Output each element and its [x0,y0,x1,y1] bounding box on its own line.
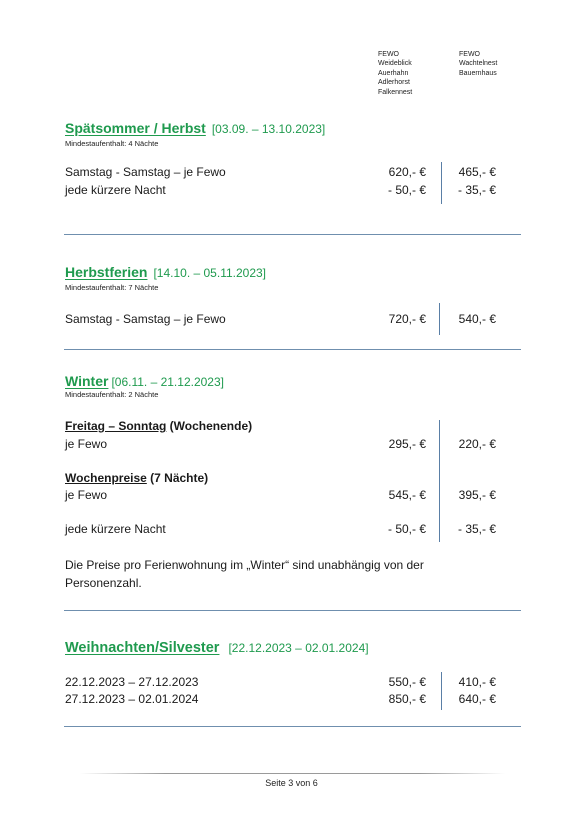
subheading-weekly-underlined: Wochenpreise [65,471,147,485]
subheading-weekly-rest: (7 Nächte) [146,471,209,485]
column-header-weideblick: FEWO Weideblick Auerhahn Adlerhorst Falkennest [378,51,413,96]
price-col2: 410,- € [458,675,496,689]
section-date-range: [03.09. – 13.10.2023] [211,122,326,136]
price-row-label: jede kürzere Nacht [65,522,166,536]
section-title: Spätsommer / Herbst [65,120,206,136]
section-herbstferien-heading [65,264,266,282]
column-divider [439,420,440,542]
section-date-range: [06.11. – 21.12.2023] [111,375,224,389]
price-row-label: je Fewo [65,437,108,451]
price-col1: 850,- € [388,692,426,706]
footer-rule [80,773,505,774]
section-date-range: [22.12.2023 – 02.01.2024] [228,641,369,655]
price-col2: - 35,- € [457,183,496,197]
section-weihnachten-heading [65,639,369,657]
section-title: Weihnachten/Silvester [65,640,220,656]
price-row-label: jede kürzere Nacht [65,183,166,197]
price-col1: 620,- € [388,165,426,179]
column-divider [441,162,442,204]
price-col1: 720,- € [388,312,426,326]
price-col2: 220,- € [458,437,496,451]
column-divider [439,303,440,335]
winter-note: Die Preise pro Ferienwohnung im „Winter“ sind unabhängig von der Personenzahl. [65,558,424,590]
subheading-weekend-rest: (Wochenende) [166,419,253,433]
price-col2: 540,- € [458,312,496,326]
price-col2: 395,- € [458,488,496,502]
section-divider [64,234,521,235]
price-col1: 545,- € [388,488,426,502]
price-col1: 550,- € [388,675,426,689]
min-stay: Mindestaufenthalt: 4 Nächte [65,139,159,148]
price-col2: 640,- € [458,692,496,706]
price-row-label: Samstag - Samstag – je Fewo [65,312,226,326]
section-divider [64,610,521,611]
min-stay: Mindestaufenthalt: 7 Nächte [65,283,159,292]
column-divider [441,672,442,710]
subheading-weekend-underlined: Freitag – Sonntag [65,419,167,433]
section-winter-heading [65,373,224,391]
price-col1: - 50,- € [387,522,426,536]
section-divider [64,726,521,727]
subheading-weekly [65,471,208,485]
price-row-label: 22.12.2023 – 27.12.2023 [65,675,199,689]
page-number: Seite 3 von 6 [265,778,318,788]
price-col1: 295,- € [388,437,426,451]
price-col1: - 50,- € [387,183,426,197]
section-herbst-heading [65,120,325,138]
section-divider [64,349,521,350]
section-date-range: [14.10. – 05.11.2023] [153,266,267,280]
price-row-label: je Fewo [65,488,108,502]
column-header-wachtelnest: FEWO Wachtelnest Bauernhaus [459,51,498,77]
price-col2: - 35,- € [457,522,496,536]
price-row-label: 27.12.2023 – 02.01.2024 [65,692,199,706]
price-row-label: Samstag - Samstag – je Fewo [65,165,226,179]
min-stay: Mindestaufenthalt: 2 Nächte [65,390,159,399]
section-title: Winter [65,373,109,389]
section-title: Herbstferien [65,264,148,280]
price-col2: 465,- € [458,165,496,179]
subheading-weekend [65,419,252,433]
